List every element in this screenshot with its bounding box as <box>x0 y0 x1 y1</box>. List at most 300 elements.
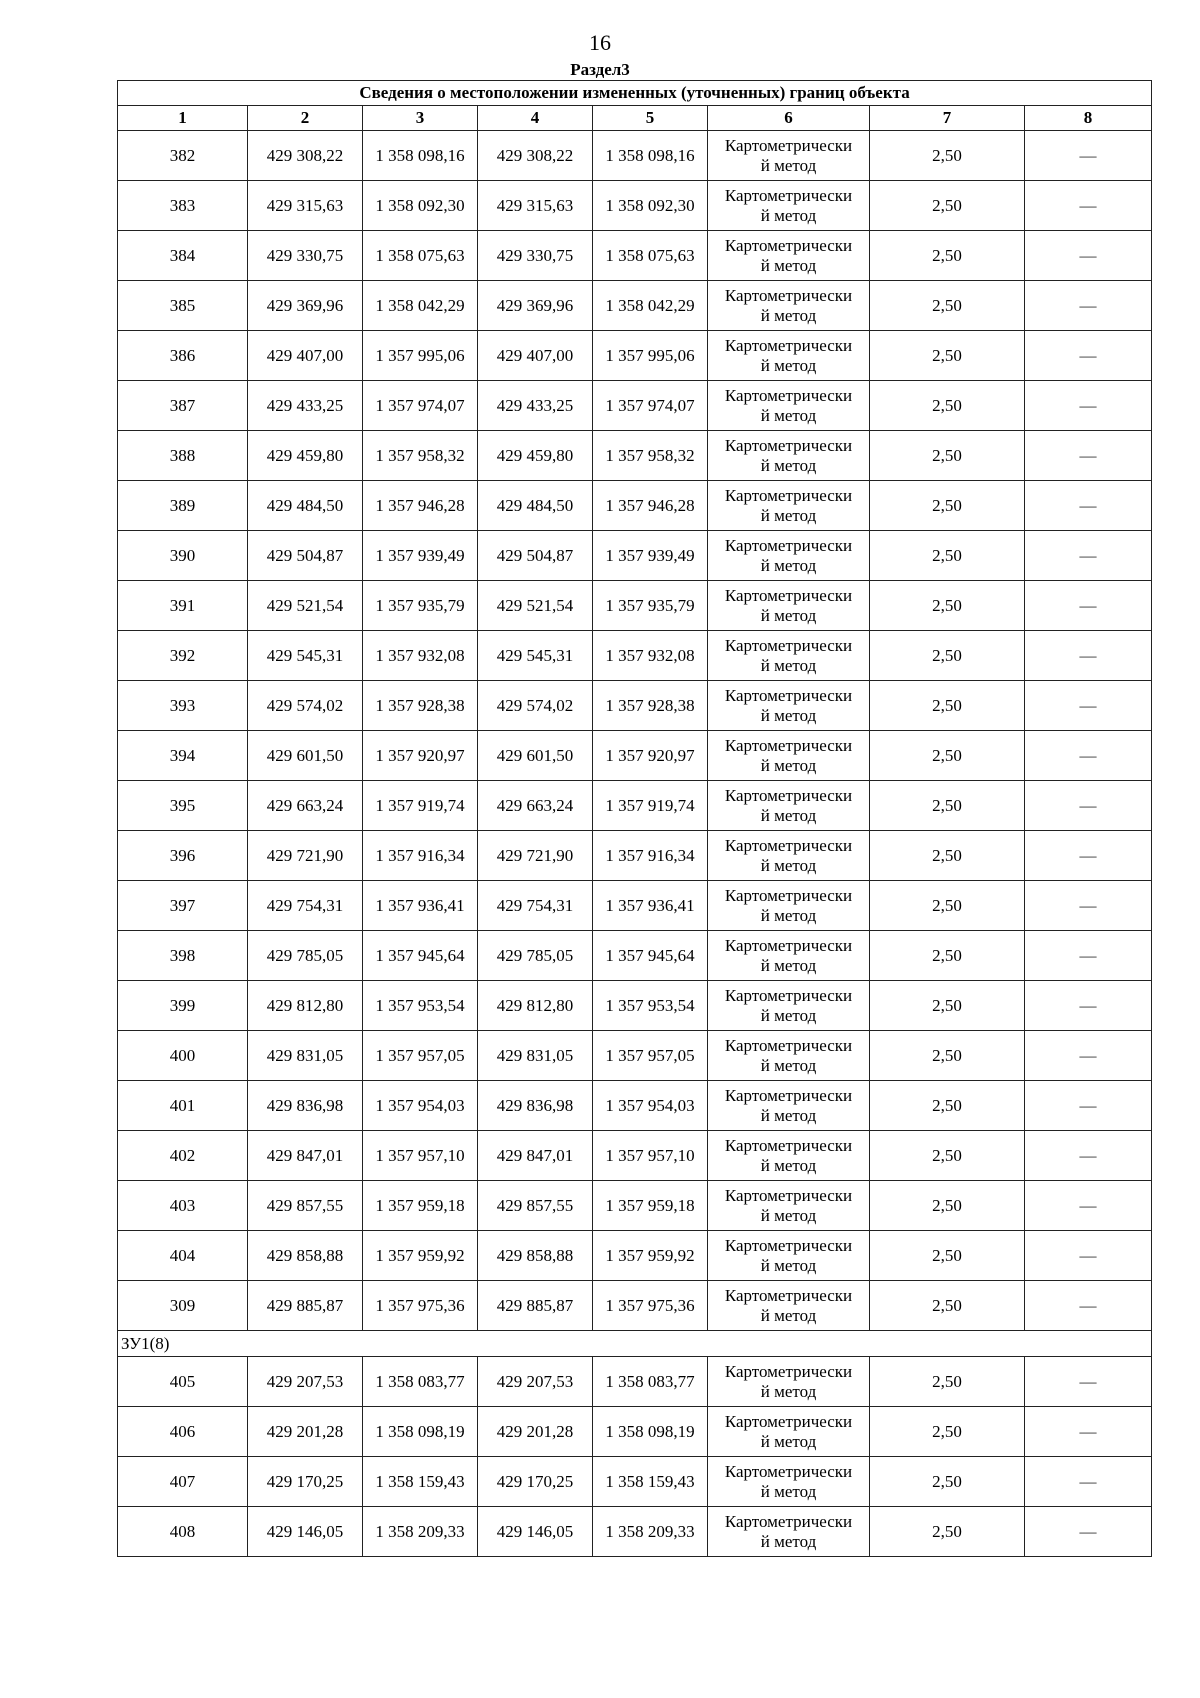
accuracy-cell: 2,50 <box>870 1357 1025 1407</box>
accuracy-cell: 2,50 <box>870 631 1025 681</box>
method-text-line: Картометрически <box>724 1235 853 1255</box>
x-coordinate-cell: 429 885,87 <box>248 1281 363 1331</box>
method-text-line: й метод <box>760 1255 817 1275</box>
x-coordinate-cell: 429 836,98 <box>248 1081 363 1131</box>
method-text-line: й метод <box>760 1381 817 1401</box>
point-number-cell: 391 <box>118 581 248 631</box>
method-cell <box>708 1031 870 1081</box>
table-row <box>118 1081 1152 1131</box>
y-coordinate-cell: 1 357 953,54 <box>363 981 478 1031</box>
y-coordinate-cell: 1 358 075,63 <box>363 231 478 281</box>
y-coordinate-cell: 1 358 092,30 <box>363 181 478 231</box>
y-new-coordinate-cell: 1 357 919,74 <box>593 781 708 831</box>
point-number-cell: 309 <box>118 1281 248 1331</box>
x-new-coordinate-cell: 429 831,05 <box>478 1031 593 1081</box>
method-cell <box>708 781 870 831</box>
x-new-coordinate-cell: 429 207,53 <box>478 1357 593 1407</box>
method-cell <box>708 831 870 881</box>
x-coordinate-cell: 429 170,25 <box>248 1457 363 1507</box>
method-text-line: й метод <box>760 705 817 725</box>
y-new-coordinate-cell: 1 357 945,64 <box>593 931 708 981</box>
table-row <box>118 631 1152 681</box>
point-number-cell: 394 <box>118 731 248 781</box>
x-new-coordinate-cell: 429 601,50 <box>478 731 593 781</box>
x-new-coordinate-cell: 429 858,88 <box>478 1231 593 1281</box>
y-coordinate-cell: 1 357 957,10 <box>363 1131 478 1181</box>
x-coordinate-cell: 429 721,90 <box>248 831 363 881</box>
x-new-coordinate-cell: 429 574,02 <box>478 681 593 731</box>
y-coordinate-cell: 1 357 995,06 <box>363 331 478 381</box>
x-coordinate-cell: 429 433,25 <box>248 381 363 431</box>
description-cell: — <box>1025 431 1152 481</box>
column-header: 5 <box>593 106 708 131</box>
method-text-line: Картометрически <box>724 835 853 855</box>
y-coordinate-cell: 1 357 945,64 <box>363 931 478 981</box>
x-coordinate-cell: 429 207,53 <box>248 1357 363 1407</box>
x-new-coordinate-cell: 429 170,25 <box>478 1457 593 1507</box>
x-new-coordinate-cell: 429 308,22 <box>478 131 593 181</box>
method-text-line: й метод <box>760 1205 817 1225</box>
method-text-line: й метод <box>760 805 817 825</box>
x-coordinate-cell: 429 847,01 <box>248 1131 363 1181</box>
table-row <box>118 581 1152 631</box>
x-coordinate-cell: 429 369,96 <box>248 281 363 331</box>
method-text-line: Картометрически <box>724 735 853 755</box>
accuracy-cell: 2,50 <box>870 231 1025 281</box>
section-label: Раздел3 <box>570 60 630 79</box>
method-text-line: й метод <box>760 855 817 875</box>
method-text-line: й метод <box>760 455 817 475</box>
accuracy-cell: 2,50 <box>870 881 1025 931</box>
method-text-line: й метод <box>760 1431 817 1451</box>
accuracy-cell: 2,50 <box>870 131 1025 181</box>
method-text-line: й метод <box>760 1055 817 1075</box>
table-row <box>118 1407 1152 1457</box>
method-text-line: Картометрически <box>724 1285 853 1305</box>
accuracy-cell: 2,50 <box>870 331 1025 381</box>
x-new-coordinate-cell: 429 201,28 <box>478 1407 593 1457</box>
point-number-cell: 386 <box>118 331 248 381</box>
description-cell: — <box>1025 881 1152 931</box>
y-new-coordinate-cell: 1 357 920,97 <box>593 731 708 781</box>
y-new-coordinate-cell: 1 358 042,29 <box>593 281 708 331</box>
description-cell: — <box>1025 1357 1152 1407</box>
method-text-line: Картометрически <box>724 335 853 355</box>
x-new-coordinate-cell: 429 330,75 <box>478 231 593 281</box>
table-row <box>118 381 1152 431</box>
point-number-cell: 406 <box>118 1407 248 1457</box>
column-header: 1 <box>118 106 248 131</box>
method-text-line: й метод <box>760 1305 817 1325</box>
x-new-coordinate-cell: 429 785,05 <box>478 931 593 981</box>
method-cell <box>708 1281 870 1331</box>
x-new-coordinate-cell: 429 885,87 <box>478 1281 593 1331</box>
y-new-coordinate-cell: 1 357 954,03 <box>593 1081 708 1131</box>
column-header: 8 <box>1025 106 1152 131</box>
point-number-cell: 404 <box>118 1231 248 1281</box>
y-coordinate-cell: 1 357 919,74 <box>363 781 478 831</box>
description-cell: — <box>1025 981 1152 1031</box>
table-row <box>118 281 1152 331</box>
description-cell: — <box>1025 531 1152 581</box>
accuracy-cell: 2,50 <box>870 731 1025 781</box>
x-new-coordinate-cell: 429 407,00 <box>478 331 593 381</box>
point-number-cell: 395 <box>118 781 248 831</box>
description-cell: — <box>1025 1507 1152 1557</box>
x-coordinate-cell: 429 601,50 <box>248 731 363 781</box>
table-row <box>118 831 1152 881</box>
x-coordinate-cell: 429 308,22 <box>248 131 363 181</box>
method-cell <box>708 281 870 331</box>
method-cell <box>708 1131 870 1181</box>
table-row <box>118 131 1152 181</box>
x-new-coordinate-cell: 429 754,31 <box>478 881 593 931</box>
method-text-line: Картометрически <box>724 1035 853 1055</box>
method-text-line: Картометрически <box>724 985 853 1005</box>
description-cell: — <box>1025 731 1152 781</box>
y-coordinate-cell: 1 357 936,41 <box>363 881 478 931</box>
point-number-cell: 389 <box>118 481 248 531</box>
y-new-coordinate-cell: 1 358 083,77 <box>593 1357 708 1407</box>
y-coordinate-cell: 1 357 939,49 <box>363 531 478 581</box>
description-cell: — <box>1025 1407 1152 1457</box>
method-text-line: Картометрически <box>724 135 853 155</box>
description-cell: — <box>1025 831 1152 881</box>
y-new-coordinate-cell: 1 357 928,38 <box>593 681 708 731</box>
x-coordinate-cell: 429 407,00 <box>248 331 363 381</box>
point-number-cell: 393 <box>118 681 248 731</box>
y-coordinate-cell: 1 357 935,79 <box>363 581 478 631</box>
y-coordinate-cell: 1 357 920,97 <box>363 731 478 781</box>
table-row <box>118 781 1152 831</box>
accuracy-cell: 2,50 <box>870 1131 1025 1181</box>
y-coordinate-cell: 1 357 916,34 <box>363 831 478 881</box>
x-new-coordinate-cell: 429 146,05 <box>478 1507 593 1557</box>
method-cell <box>708 481 870 531</box>
y-new-coordinate-cell: 1 357 939,49 <box>593 531 708 581</box>
method-text-line: й метод <box>760 905 817 925</box>
method-cell <box>708 1357 870 1407</box>
point-number-cell: 407 <box>118 1457 248 1507</box>
table-row <box>118 1507 1152 1557</box>
accuracy-cell: 2,50 <box>870 1281 1025 1331</box>
method-text-line: й метод <box>760 1155 817 1175</box>
table-row <box>118 181 1152 231</box>
point-number-cell: 396 <box>118 831 248 881</box>
table-row <box>118 1131 1152 1181</box>
x-coordinate-cell: 429 521,54 <box>248 581 363 631</box>
method-text-line: Картометрически <box>724 1511 853 1531</box>
description-cell: — <box>1025 781 1152 831</box>
y-coordinate-cell: 1 358 042,29 <box>363 281 478 331</box>
method-cell <box>708 1407 870 1457</box>
x-new-coordinate-cell: 429 721,90 <box>478 831 593 881</box>
table-row <box>118 1181 1152 1231</box>
accuracy-cell: 2,50 <box>870 831 1025 881</box>
point-number-cell: 387 <box>118 381 248 431</box>
x-coordinate-cell: 429 330,75 <box>248 231 363 281</box>
point-number-cell: 401 <box>118 1081 248 1131</box>
x-new-coordinate-cell: 429 484,50 <box>478 481 593 531</box>
accuracy-cell: 2,50 <box>870 931 1025 981</box>
y-coordinate-cell: 1 357 959,92 <box>363 1231 478 1281</box>
method-text-line: Картометрически <box>724 385 853 405</box>
table-row <box>118 681 1152 731</box>
x-new-coordinate-cell: 429 545,31 <box>478 631 593 681</box>
table-row <box>118 1457 1152 1507</box>
column-header: 4 <box>478 106 593 131</box>
method-cell <box>708 1457 870 1507</box>
table-row <box>118 481 1152 531</box>
method-text-line: й метод <box>760 555 817 575</box>
method-text-line: й метод <box>760 955 817 975</box>
x-new-coordinate-cell: 429 857,55 <box>478 1181 593 1231</box>
method-text-line: Картометрически <box>724 935 853 955</box>
column-header-row <box>118 106 1152 131</box>
x-new-coordinate-cell: 429 504,87 <box>478 531 593 581</box>
table-row <box>118 981 1152 1031</box>
accuracy-cell: 2,50 <box>870 431 1025 481</box>
x-new-coordinate-cell: 429 521,54 <box>478 581 593 631</box>
y-new-coordinate-cell: 1 357 946,28 <box>593 481 708 531</box>
accuracy-cell: 2,50 <box>870 381 1025 431</box>
x-coordinate-cell: 429 459,80 <box>248 431 363 481</box>
method-text-line: Картометрически <box>724 585 853 605</box>
x-coordinate-cell: 429 857,55 <box>248 1181 363 1231</box>
method-text-line: Картометрически <box>724 1135 853 1155</box>
x-coordinate-cell: 429 574,02 <box>248 681 363 731</box>
y-coordinate-cell: 1 357 958,32 <box>363 431 478 481</box>
x-new-coordinate-cell: 429 433,25 <box>478 381 593 431</box>
x-coordinate-cell: 429 858,88 <box>248 1231 363 1281</box>
description-cell: — <box>1025 931 1152 981</box>
y-coordinate-cell: 1 358 209,33 <box>363 1507 478 1557</box>
x-new-coordinate-cell: 429 663,24 <box>478 781 593 831</box>
method-cell <box>708 1231 870 1281</box>
accuracy-cell: 2,50 <box>870 1507 1025 1557</box>
table-row <box>118 931 1152 981</box>
point-number-cell: 383 <box>118 181 248 231</box>
point-number-cell: 398 <box>118 931 248 981</box>
method-text-line: й метод <box>760 305 817 325</box>
accuracy-cell: 2,50 <box>870 1081 1025 1131</box>
description-cell: — <box>1025 681 1152 731</box>
method-cell <box>708 531 870 581</box>
y-new-coordinate-cell: 1 357 995,06 <box>593 331 708 381</box>
method-text-line: Картометрически <box>724 535 853 555</box>
y-new-coordinate-cell: 1 357 953,54 <box>593 981 708 1031</box>
method-text-line: Картометрически <box>724 1361 853 1381</box>
accuracy-cell: 2,50 <box>870 481 1025 531</box>
page-number: 16 <box>589 30 611 55</box>
y-coordinate-cell: 1 357 957,05 <box>363 1031 478 1081</box>
method-text-line: Картометрически <box>724 1185 853 1205</box>
method-cell <box>708 181 870 231</box>
x-coordinate-cell: 429 785,05 <box>248 931 363 981</box>
description-cell: — <box>1025 131 1152 181</box>
method-text-line: Картометрически <box>724 1085 853 1105</box>
column-header: 6 <box>708 106 870 131</box>
coordinates-table <box>117 80 1152 1557</box>
point-number-cell: 400 <box>118 1031 248 1081</box>
method-text-line: Картометрически <box>724 685 853 705</box>
table-row <box>118 881 1152 931</box>
y-coordinate-cell: 1 358 098,16 <box>363 131 478 181</box>
method-text-line: й метод <box>760 355 817 375</box>
x-coordinate-cell: 429 754,31 <box>248 881 363 931</box>
method-cell <box>708 1081 870 1131</box>
y-new-coordinate-cell: 1 358 209,33 <box>593 1507 708 1557</box>
y-new-coordinate-cell: 1 357 957,05 <box>593 1031 708 1081</box>
accuracy-cell: 2,50 <box>870 1181 1025 1231</box>
method-text-line: Картометрически <box>724 285 853 305</box>
method-text-line: Картометрически <box>724 485 853 505</box>
accuracy-cell: 2,50 <box>870 1407 1025 1457</box>
table-row <box>118 531 1152 581</box>
method-cell <box>708 681 870 731</box>
x-coordinate-cell: 429 315,63 <box>248 181 363 231</box>
y-coordinate-cell: 1 357 932,08 <box>363 631 478 681</box>
x-coordinate-cell: 429 812,80 <box>248 981 363 1031</box>
point-number-cell: 405 <box>118 1357 248 1407</box>
description-cell: — <box>1025 481 1152 531</box>
x-coordinate-cell: 429 831,05 <box>248 1031 363 1081</box>
y-new-coordinate-cell: 1 358 092,30 <box>593 181 708 231</box>
y-coordinate-cell: 1 358 159,43 <box>363 1457 478 1507</box>
group-label: ЗУ1(8) <box>118 1331 1152 1357</box>
description-cell: — <box>1025 1081 1152 1131</box>
x-coordinate-cell: 429 545,31 <box>248 631 363 681</box>
x-coordinate-cell: 429 504,87 <box>248 531 363 581</box>
table-title-row <box>118 81 1152 106</box>
method-text-line: Картометрически <box>724 185 853 205</box>
y-new-coordinate-cell: 1 357 932,08 <box>593 631 708 681</box>
y-new-coordinate-cell: 1 358 075,63 <box>593 231 708 281</box>
column-header: 7 <box>870 106 1025 131</box>
accuracy-cell: 2,50 <box>870 581 1025 631</box>
y-new-coordinate-cell: 1 357 958,32 <box>593 431 708 481</box>
y-new-coordinate-cell: 1 358 159,43 <box>593 1457 708 1507</box>
method-cell <box>708 131 870 181</box>
x-new-coordinate-cell: 429 315,63 <box>478 181 593 231</box>
accuracy-cell: 2,50 <box>870 1457 1025 1507</box>
method-text-line: й метод <box>760 405 817 425</box>
y-coordinate-cell: 1 357 954,03 <box>363 1081 478 1131</box>
table-row <box>118 1357 1152 1407</box>
y-new-coordinate-cell: 1 357 916,34 <box>593 831 708 881</box>
y-new-coordinate-cell: 1 357 957,10 <box>593 1131 708 1181</box>
description-cell: — <box>1025 181 1152 231</box>
y-coordinate-cell: 1 358 083,77 <box>363 1357 478 1407</box>
point-number-cell: 392 <box>118 631 248 681</box>
method-text-line: Картометрически <box>724 235 853 255</box>
point-number-cell: 385 <box>118 281 248 331</box>
table-row <box>118 231 1152 281</box>
description-cell: — <box>1025 631 1152 681</box>
method-text-line: й метод <box>760 1531 817 1551</box>
method-text-line: й метод <box>760 155 817 175</box>
table-row <box>118 1031 1152 1081</box>
method-text-line: Картометрически <box>724 785 853 805</box>
description-cell: — <box>1025 1457 1152 1507</box>
point-number-cell: 388 <box>118 431 248 481</box>
x-coordinate-cell: 429 484,50 <box>248 481 363 531</box>
table-row <box>118 1231 1152 1281</box>
description-cell: — <box>1025 231 1152 281</box>
method-text-line: й метод <box>760 605 817 625</box>
x-coordinate-cell: 429 201,28 <box>248 1407 363 1457</box>
x-new-coordinate-cell: 429 836,98 <box>478 1081 593 1131</box>
accuracy-cell: 2,50 <box>870 1031 1025 1081</box>
table-row <box>118 731 1152 781</box>
y-new-coordinate-cell: 1 357 974,07 <box>593 381 708 431</box>
point-number-cell: 402 <box>118 1131 248 1181</box>
y-coordinate-cell: 1 357 975,36 <box>363 1281 478 1331</box>
y-new-coordinate-cell: 1 357 935,79 <box>593 581 708 631</box>
method-text-line: Картометрически <box>724 1461 853 1481</box>
method-text-line: й метод <box>760 205 817 225</box>
point-number-cell: 384 <box>118 231 248 281</box>
method-text-line: й метод <box>760 505 817 525</box>
y-coordinate-cell: 1 357 974,07 <box>363 381 478 431</box>
x-new-coordinate-cell: 429 369,96 <box>478 281 593 331</box>
accuracy-cell: 2,50 <box>870 531 1025 581</box>
x-coordinate-cell: 429 663,24 <box>248 781 363 831</box>
method-cell <box>708 731 870 781</box>
method-text-line: й метод <box>760 1481 817 1501</box>
point-number-cell: 397 <box>118 881 248 931</box>
description-cell: — <box>1025 1231 1152 1281</box>
x-coordinate-cell: 429 146,05 <box>248 1507 363 1557</box>
description-cell: — <box>1025 1131 1152 1181</box>
method-cell <box>708 231 870 281</box>
description-cell: — <box>1025 1181 1152 1231</box>
description-cell: — <box>1025 381 1152 431</box>
accuracy-cell: 2,50 <box>870 681 1025 731</box>
y-new-coordinate-cell: 1 357 936,41 <box>593 881 708 931</box>
y-new-coordinate-cell: 1 357 959,92 <box>593 1231 708 1281</box>
description-cell: — <box>1025 331 1152 381</box>
description-cell: — <box>1025 1281 1152 1331</box>
table-row <box>118 431 1152 481</box>
method-text-line: й метод <box>760 755 817 775</box>
accuracy-cell: 2,50 <box>870 981 1025 1031</box>
y-coordinate-cell: 1 357 928,38 <box>363 681 478 731</box>
y-coordinate-cell: 1 357 946,28 <box>363 481 478 531</box>
point-number-cell: 390 <box>118 531 248 581</box>
method-text-line: Картометрически <box>724 435 853 455</box>
column-header: 2 <box>248 106 363 131</box>
method-cell <box>708 331 870 381</box>
method-cell <box>708 931 870 981</box>
point-number-cell: 403 <box>118 1181 248 1231</box>
point-number-cell: 408 <box>118 1507 248 1557</box>
method-text-line: й метод <box>760 1005 817 1025</box>
method-cell <box>708 431 870 481</box>
accuracy-cell: 2,50 <box>870 281 1025 331</box>
description-cell: — <box>1025 281 1152 331</box>
method-cell <box>708 631 870 681</box>
table-title: Сведения о местоположении измененных (уточненных) границ объекта <box>118 81 1152 106</box>
point-number-cell: 399 <box>118 981 248 1031</box>
point-number-cell: 382 <box>118 131 248 181</box>
method-cell <box>708 381 870 431</box>
x-new-coordinate-cell: 429 847,01 <box>478 1131 593 1181</box>
y-coordinate-cell: 1 357 959,18 <box>363 1181 478 1231</box>
method-cell <box>708 1507 870 1557</box>
x-new-coordinate-cell: 429 459,80 <box>478 431 593 481</box>
method-cell <box>708 1181 870 1231</box>
